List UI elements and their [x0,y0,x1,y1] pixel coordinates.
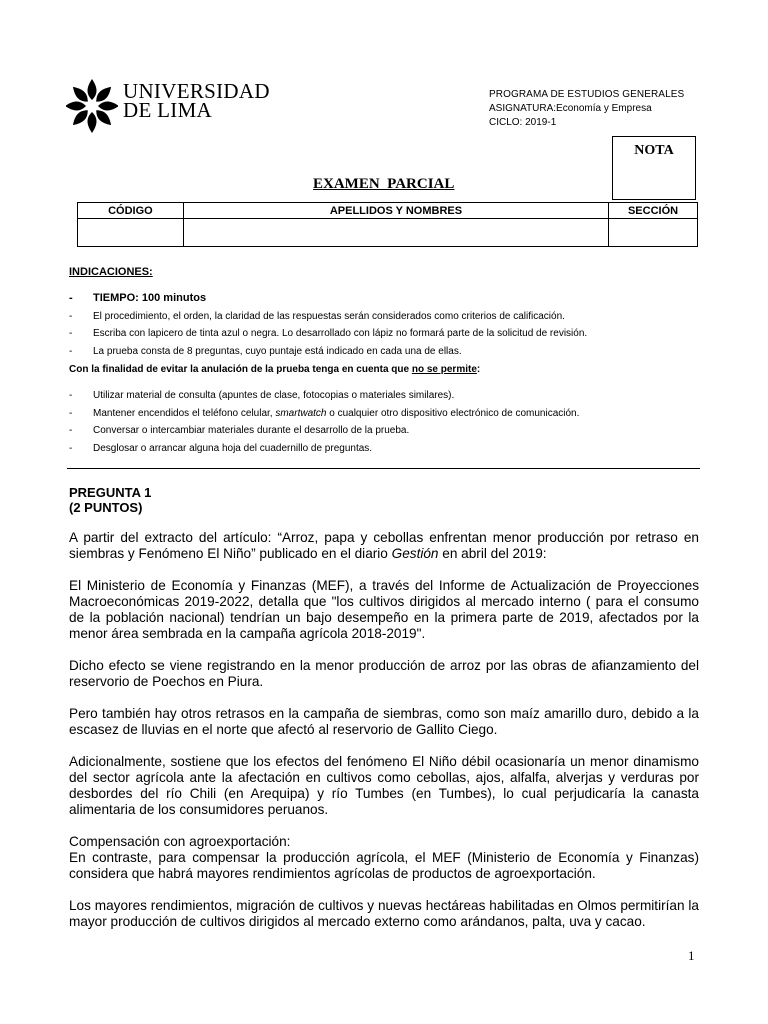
exam-title: EXAMEN PARCIAL [313,176,455,192]
section-divider [67,468,700,469]
question-title: PREGUNTA 1 [69,485,152,500]
list-item: - TIEMPO: 100 minutos [69,292,207,304]
question-intro: A partir del extracto del artículo: “Arroz, papa y cebollas enfrentan menor producción por retraso en siembras y Fenómeno El Niño” publicado en el diario Gestión en abril del 2019: [69,530,699,561]
program-name: PROGRAMA DE ESTUDIOS GENERALES [489,89,685,100]
indications-title: INDICACIONES: [69,266,153,278]
article-paragraph-subsection: Compensación con agroexportación: En contraste, para compensar la producción agrícola, el MEF (Ministerio de Economía y Finanzas) considera que habrá mayores rendimientos agrícolas de productos de agroexportación. [69,834,699,881]
subject-name: ASIGNATURA:Economía y Empresa [489,103,652,114]
university-name-line2: DE LIMA [123,98,213,122]
page-number: 1 [688,948,695,963]
article-subheading: Compensación con agroexportación: [69,834,291,849]
list-item: - Mantener encendidos el teléfono celular, smartwatch o cualquier otro dispositivo electrónico de comunicación. [69,407,580,419]
article-paragraph: Dicho efecto se viene registrando en la menor producción de arroz por las obras de afianzamiento del reservorio de Poechos en Piura. [69,658,699,689]
star-emblem-icon [66,76,118,136]
university-name-line1: UNIVERSIDAD [123,79,270,103]
article-paragraph: Los mayores rendimientos, migración de cultivos y nuevas hectáreas habilitadas en Olmos permitirían la mayor producción de cultivos dirigidos al mercado externo como arándanos, palta, uva y cacao. [69,898,699,929]
university-logo [66,76,276,136]
article-paragraph: El Ministerio de Economía y Finanzas (MEF), a través del Informe de Actualización de Proyecciones Macroeconómicas 2019-2022, detalla que "los cultivos dirigidos al mercado interno ( para el consumo de la población nacional) tendrían un bajo desempeño en la primera parte de 2019, afectados por la menor área sembrada en la campaña agrícola 2018-2019". [69,578,699,641]
article-paragraph: Pero también hay otros retrasos en la campaña de siembras, como son maíz amarillo duro, debido a la escasez de lluvias en el norte que afectó al reservorio de Gallito Ciego. [69,706,699,737]
list-item: - Conversar o intercambiar materiales durante el desarrollo de la prueba. [69,425,410,436]
prohibited-list [69,387,719,457]
question-points: (2 PUNTOS) [69,500,143,515]
list-item: - Escriba con lapicero de tinta azul o negra. Lo desarrollado con lápiz no formará parte de la solicitud de revisión. [69,328,588,339]
names-cell[interactable] [183,219,608,247]
names-header: APELLIDOS Y NOMBRES [183,203,608,219]
section-header: SECCIÓN [609,203,698,219]
grade-box [612,136,696,200]
university-name [123,79,270,122]
list-item: - Utilizar material de consulta (apuntes de clase, fotocopias o materiales similares). [69,390,455,401]
code-header: CÓDIGO [78,203,184,219]
article-paragraph: Adicionalmente, sostiene que los efectos del fenómeno El Niño débil ocasionaría un menor dinamismo del sector agrícola ante la afectación en cultivos como cebollas, ajos, alfalfa, alverjas y verduras por desbordes del río Chili (en Arequipa) y río Tumbes (en Tumbes), lo cual perjudicaría la canasta alimentaria de los consumidores peruanos. [69,754,699,817]
indications-list [69,290,719,360]
section-cell[interactable] [609,219,698,247]
grade-label: NOTA [634,143,674,158]
list-item: - La prueba consta de 8 preguntas, cuyo puntaje está indicado en cada una de ellas. [69,345,462,357]
table-input-row [78,219,698,247]
question-body [69,530,699,946]
list-item: - El procedimiento, el orden, la claridad de las respuestas serán considerados como criterios de calificación. [69,310,565,322]
code-cell[interactable] [78,219,184,247]
cycle-label: CICLO: 2019-1 [489,117,557,128]
list-item: - Desglosar o arrancar alguna hoja del cuadernillo de preguntas. [69,442,373,454]
table-header-row [78,203,698,219]
question-heading [69,485,151,515]
course-header [489,88,684,130]
student-info-table [77,202,698,247]
prohibited-title: Con la finalidad de evitar la anulación de la prueba tenga en cuenta que no se permite: [69,364,481,375]
